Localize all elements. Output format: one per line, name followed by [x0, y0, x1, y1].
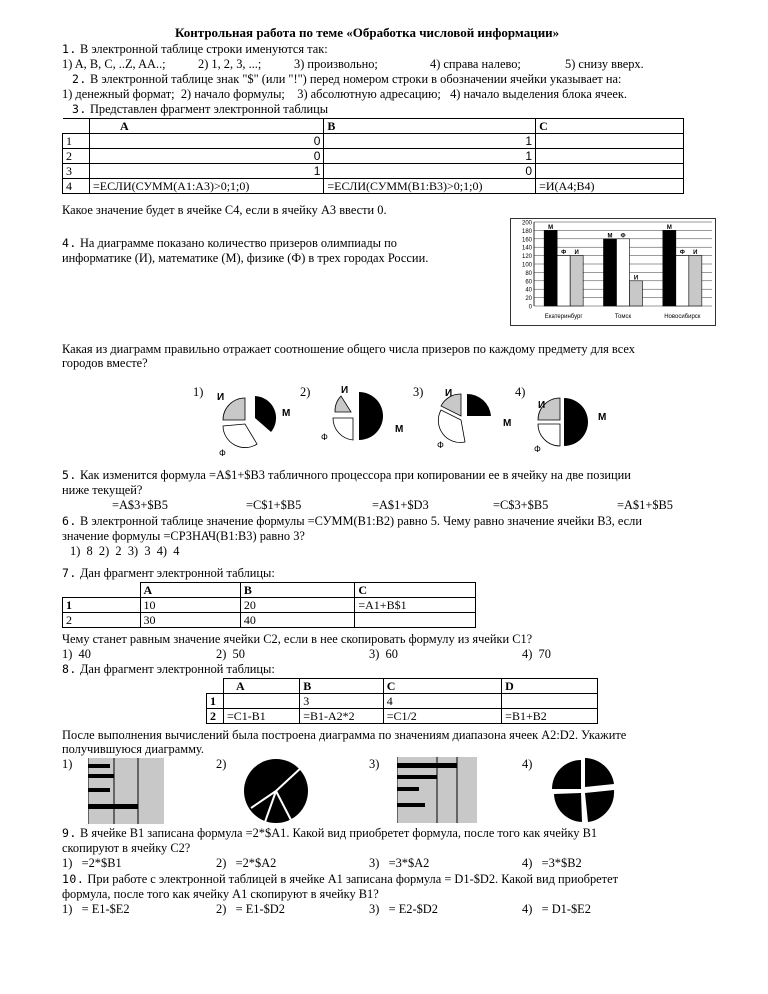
bar [397, 763, 457, 768]
q10-option: 1) = E1-$E2 [62, 902, 130, 916]
q7-option: 3) 60 [369, 647, 398, 661]
column-header: A [90, 119, 324, 134]
pie-label-i: И [538, 400, 546, 411]
bar [663, 230, 676, 306]
pie-slice-math [359, 392, 383, 440]
q9-option: 1) =2*$B1 [62, 856, 122, 870]
question-number: 6. [62, 514, 77, 528]
pie-label-f: Ф [437, 440, 444, 450]
bar-label: И [693, 250, 698, 257]
q5-option: =A$1+$B5 [617, 498, 673, 512]
table-cell: 20 [240, 598, 355, 613]
q3-spreadsheet-table [62, 118, 684, 194]
q9-option: 4) =3*$B2 [522, 856, 582, 870]
column-header: A [140, 583, 240, 598]
q4-question: городов вместе? [62, 356, 148, 370]
question-number: 8. [62, 662, 77, 676]
bar-label: М [666, 224, 672, 231]
q10-option: 2) = E1-$D2 [216, 902, 285, 916]
bar [88, 774, 114, 778]
q7-question: Чему станет равным значение ячейки C2, если в нее скопировать формулу из ячейки C1? [62, 632, 533, 646]
pie-option-4[interactable] [530, 390, 620, 462]
pie-option-label: 4) [515, 385, 526, 399]
pie-slice-math [467, 394, 491, 416]
table-cell [224, 694, 300, 709]
column-header: C [536, 119, 684, 134]
table-cell: 1 [90, 164, 324, 179]
y-tick-label: 60 [525, 279, 532, 286]
question-8: 8. Дан фрагмент электронной таблицы: [62, 662, 275, 676]
column-header: C [355, 583, 476, 598]
q5-text: ниже текущей? [62, 483, 143, 497]
q8-spreadsheet-table [206, 678, 598, 724]
table-cell [536, 149, 684, 164]
bar-label: М [607, 233, 613, 240]
q5-option: =C$1+$B5 [246, 498, 302, 512]
table-cell [536, 164, 684, 179]
table-header-row [63, 119, 684, 134]
table-row [63, 613, 476, 628]
q8-question: получившуюся диаграмму. [62, 742, 204, 756]
question-3: 3. Представлен фрагмент электронной таблицы [72, 102, 329, 116]
question-9: 9. В ячейке B1 записана формула =2*$A1. Какой вид приобретет формула, после того как ячейку B1 [62, 826, 598, 840]
table-row [207, 694, 598, 709]
pie-slice-physics [538, 424, 560, 446]
table-row [63, 598, 476, 613]
question-number: 7. [62, 566, 77, 580]
table-cell: =B1-A2*2 [300, 709, 383, 724]
pie-label-f: Ф [321, 432, 328, 442]
x-tick-label: Томск [614, 314, 632, 320]
pie-option-label: 3) [413, 385, 424, 399]
y-tick-label: 140 [521, 245, 532, 252]
bar-label: И [574, 250, 579, 257]
y-tick-label: 40 [525, 287, 532, 294]
q8-question: После выполнения вычислений была построена диаграмма по значениям диапазона ячеек A2:D2. Укажите [62, 728, 627, 742]
table-row [63, 179, 684, 194]
column-header: D [502, 679, 598, 694]
q2-options: 1) денежный формат; 2) начало формулы; 3) абсолютную адресацию; 4) начало выделения блока ячеек. [62, 87, 628, 101]
pie-label-m: М [598, 412, 607, 423]
table-cell: 40 [240, 613, 355, 628]
question-number: 4. [62, 236, 77, 250]
pie-chart-option-4[interactable] [550, 758, 616, 824]
y-tick-label: 180 [521, 228, 532, 235]
bar-chart-option-1[interactable] [88, 758, 164, 824]
bar [544, 230, 557, 306]
chart-option-label: 2) [216, 757, 227, 771]
bar [676, 256, 689, 306]
table-cell: 1 [324, 149, 536, 164]
q4-question: Какая из диаграмм правильно отражает соотношение общего числа призеров по каждому предмету для всех [62, 342, 635, 356]
bar [88, 788, 110, 792]
y-tick-label: 20 [525, 296, 532, 303]
q5-option: =A$3+$B5 [112, 498, 168, 512]
question-2: 2. В электронной таблице знак "$" (или "!") перед номером строки в обозначении ячейки указывает на: [72, 72, 622, 86]
table-cell: 3 [300, 694, 383, 709]
q1-option: 5) снизу вверх. [565, 57, 644, 71]
table-row [63, 164, 684, 179]
q5-option: =A$1+$D3 [372, 498, 429, 512]
question-number: 1. [62, 42, 77, 56]
row-header: 1 [63, 598, 141, 613]
pie-slice-informatics [223, 398, 245, 420]
pie-slice-physics [333, 418, 353, 440]
y-tick-label: 200 [521, 220, 532, 227]
row-header: 3 [63, 164, 90, 179]
bar [617, 239, 630, 306]
bar-label: Ф [679, 250, 685, 257]
table-cell: 0 [324, 164, 536, 179]
row-header: 2 [207, 709, 224, 724]
question-4: 4. На диаграмме показано количество призеров олимпиады по [62, 236, 397, 250]
table-cell: =И(A4;B4) [536, 179, 684, 194]
column-header: B [324, 119, 536, 134]
table-cell: =C1/2 [383, 709, 501, 724]
pie-label-m: М [395, 424, 404, 435]
pie-slice-math [564, 398, 588, 446]
pie-option-1[interactable] [205, 388, 295, 460]
table-cell: 10 [140, 598, 240, 613]
bar [689, 256, 702, 306]
bar [397, 803, 425, 807]
q9-option: 2) =2*$A2 [216, 856, 277, 870]
pie-label-i: И [445, 388, 453, 399]
bar [604, 239, 617, 306]
table-cell: =A1+B$1 [355, 598, 476, 613]
q10-option: 4) = D1-$E2 [522, 902, 591, 916]
bar [557, 256, 570, 306]
column-header: A [224, 679, 300, 694]
olympiad-bar-chart [510, 218, 716, 326]
question-number: 2. [72, 72, 87, 86]
bar [570, 256, 583, 306]
table-cell: =B1+B2 [502, 709, 598, 724]
row-header: 1 [63, 134, 90, 149]
table-cell: =C1-B1 [224, 709, 300, 724]
q1-option: 4) справа налево; [430, 57, 521, 71]
pie-label-i: И [217, 392, 225, 403]
y-tick-label: 120 [521, 254, 532, 261]
table-header-row [63, 583, 476, 598]
table-cell: 4 [383, 694, 501, 709]
question-10: 10. При работе с электронной таблицей в ячейке A1 записана формула = D1-$D2. Какой вид приобретет [62, 872, 619, 886]
table-cell: 1 [324, 134, 536, 149]
table-row [207, 709, 598, 724]
bar-label: И [633, 275, 639, 282]
pie-label-m: М [282, 408, 291, 419]
x-tick-label: Новосибирск [664, 314, 701, 320]
question-5: 5. Как изменится формула =A$1+$B3 табличного процессора при копировании ее в ячейку на две позиции [62, 468, 631, 482]
pie-slice-physics [223, 424, 257, 448]
table-cell: =ЕСЛИ(СУММ(A1:A3)>0;1;0) [90, 179, 324, 194]
table-cell [536, 134, 684, 149]
table-cell [355, 613, 476, 628]
q1-option: 3) произвольно; [294, 57, 378, 71]
question-number: 3. [72, 102, 87, 116]
bar [397, 775, 437, 779]
bar [397, 787, 419, 791]
q7-spreadsheet-table [62, 582, 476, 628]
q9-option: 3) =3*$A2 [369, 856, 430, 870]
q5-option: =C$3+$B5 [493, 498, 549, 512]
row-header: 1 [207, 694, 224, 709]
q7-option: 4) 70 [522, 647, 551, 661]
question-6: 6. В электронной таблице значение формулы =СУММ(B1:B2) равно 5. Чему равно значение ячейки B3, если [62, 514, 642, 528]
table-cell: 30 [140, 613, 240, 628]
table-cell [502, 694, 598, 709]
q6-options: 1) 8 2) 2 3) 3 4) 4 [70, 544, 180, 558]
q7-option: 2) 50 [216, 647, 245, 661]
pie-option-2[interactable] [315, 384, 405, 456]
column-header: C [383, 679, 501, 694]
pie-slice-math [255, 396, 276, 432]
table-header-row [207, 679, 598, 694]
question-number: 5. [62, 468, 77, 482]
x-tick-label: Екатеринбург [544, 314, 583, 320]
q10-text: формула, после того как ячейку A1 скопируют в ячейку B1? [62, 887, 379, 901]
column-header: B [300, 679, 383, 694]
q6-text: значение формулы =СРЗНАЧ(B1:B3) равно 3? [62, 529, 305, 543]
column-header: B [240, 583, 355, 598]
pie-option-label: 2) [300, 385, 311, 399]
question-1: 1. В электронной таблице строки именуются так: [62, 42, 328, 56]
chart-option-label: 4) [522, 757, 533, 771]
question-number: 9. [62, 826, 77, 840]
table-cell: 0 [90, 149, 324, 164]
bar-label: Ф [620, 233, 626, 240]
q9-text: скопируют в ячейку C2? [62, 841, 191, 855]
chart-option-label: 3) [369, 757, 380, 771]
y-tick-label: 0 [528, 304, 532, 311]
bar-label: Ф [561, 250, 567, 257]
table-row [63, 134, 684, 149]
row-header: 4 [63, 179, 90, 194]
row-header: 2 [63, 613, 141, 628]
question-7: 7. Дан фрагмент электронной таблицы: [62, 566, 275, 580]
q4-text: информатике (И), математике (М), физике (Ф) в трех городах России. [62, 251, 429, 265]
bar-chart-option-3[interactable] [397, 757, 477, 823]
q1-option: 2) 1, 2, 3, ...; [198, 57, 262, 71]
bar [88, 804, 138, 809]
pie-label-f: Ф [534, 444, 541, 454]
pie-label-m: М [503, 418, 512, 429]
y-tick-label: 80 [525, 270, 532, 277]
table-row [63, 149, 684, 164]
y-tick-label: 160 [521, 237, 532, 244]
pie-option-label: 1) [193, 385, 204, 399]
y-tick-label: 100 [521, 262, 532, 269]
pie-label-f: Ф [219, 448, 226, 458]
pie-label-i: И [341, 385, 349, 396]
q10-option: 3) = E2-$D2 [369, 902, 438, 916]
table-cell: 0 [90, 134, 324, 149]
table-cell: =ЕСЛИ(СУММ(B1:B3)>0;1;0) [324, 179, 536, 194]
chart-option-label: 1) [62, 757, 73, 771]
page-title: Контрольная работа по теме «Обработка числовой информации» [175, 25, 560, 40]
bar-label: М [548, 224, 554, 231]
pie-chart-option-2[interactable] [243, 758, 309, 824]
question-number: 10. [62, 872, 85, 886]
bar [630, 281, 643, 306]
q7-option: 1) 40 [62, 647, 91, 661]
row-header: 2 [63, 149, 90, 164]
pie-slice-informatics [335, 396, 351, 412]
q3-question: Какое значение будет в ячейке C4, если в ячейку A3 ввести 0. [62, 203, 387, 217]
pie-option-3[interactable] [425, 386, 515, 458]
q1-option: 1) A, B, C, ..Z, AA..; [62, 57, 166, 71]
bar [88, 764, 110, 768]
